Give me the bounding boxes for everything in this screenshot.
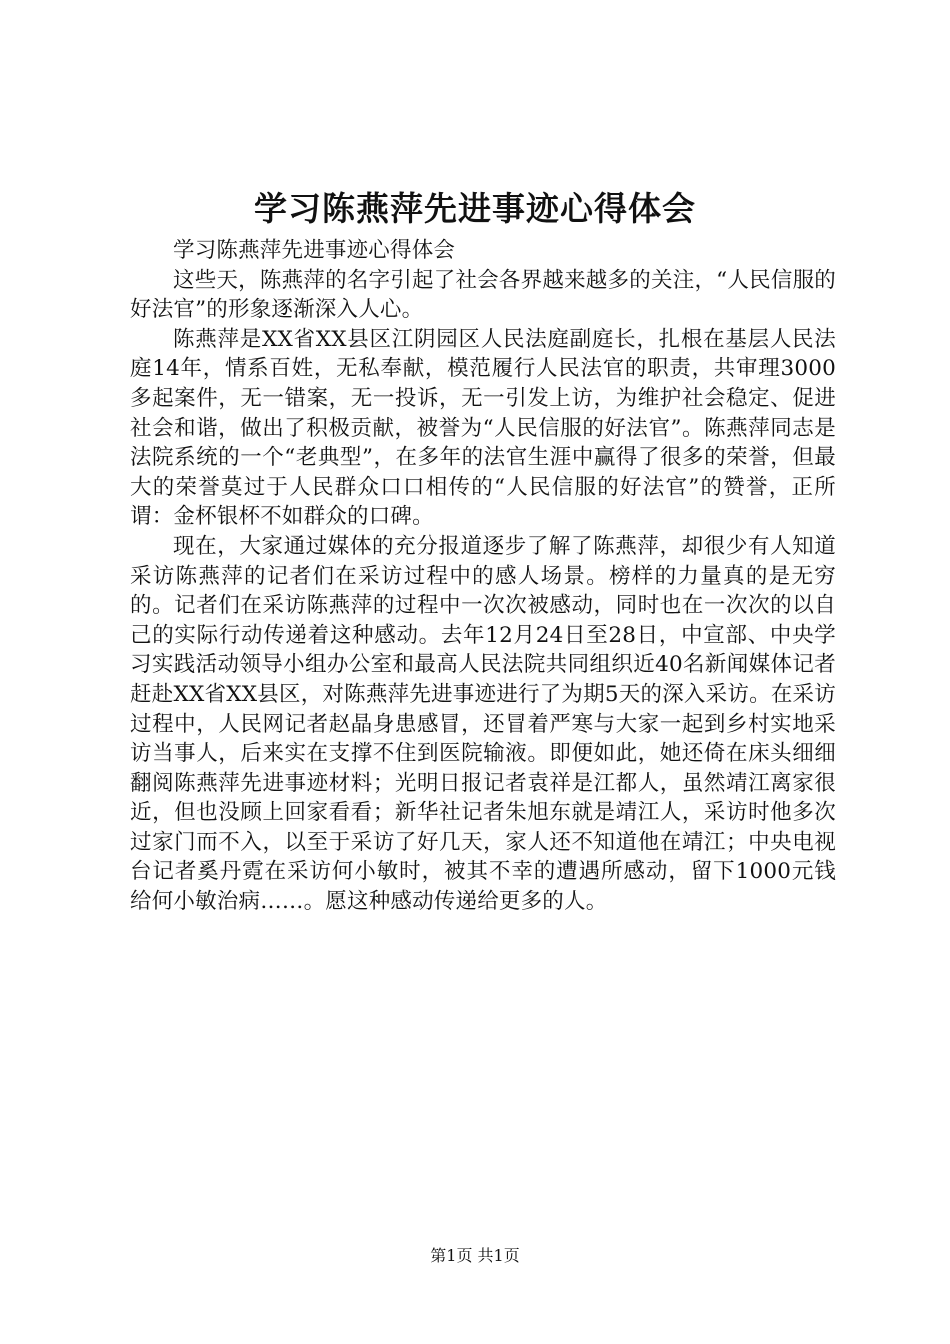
paragraph-intro: 这些天，陈燕萍的名字引起了社会各界越来越多的关注，“人民信服的好法官”的形象逐渐深入人心。: [130, 267, 836, 323]
document-body: [130, 236, 836, 917]
document-title: 学习陈燕萍先进事迹心得体会: [254, 189, 696, 228]
paragraph-reporters: 现在，大家通过媒体的充分报道逐步了解了陈燕萍，却很少有人知道采访陈燕萍的记者们在采访过程中的感人场景。榜样的力量真的是无穷的。记者们在采访陈燕萍的过程中一次次被感动，同时也在一次次的以自己的实际行动传递着这种感动。去年12月24日至28日，中宣部、中央学习实践活动领导小组办公室和最高人民法院共同组织近40名新闻媒体记者赶赴XX省XX县区，对陈燕萍先进事迹进行了为期5天的深入采访。在采访过程中，人民网记者赵晶身患感冒，还冒着严寒与大家一起到乡村实地采访当事人，后来实在支撑不住到医院输液。即便如此，她还倚在床头细细翻阅陈燕萍先进事迹材料；光明日报记者袁祥是江都人，虽然靖江离家很近，但也没顾上回家看看；新华社记者朱旭东就是靖江人，采访时他多次过家门而不入，以至于采访了好几天，家人还不知道他在靖江；中央电视台记者奚丹霓在采访何小敏时，被其不幸的遭遇所感动，留下1000元钱给何小敏治病……。愿这种感动传递给更多的人。: [130, 533, 836, 915]
paragraph-profile: 陈燕萍是XX省XX县区江阴园区人民法庭副庭长，扎根在基层人民法庭14年，情系百姓，无私奉献，模范履行人民法官的职责，共审理3000多起案件，无一错案，无一投诉，无一引发上访，为维护社会稳定、促进社会和谐，做出了积极贡献，被誉为“人民信服的好法官”。陈燕萍同志是法院系统的一个“老典型”，在多年的法官生涯中赢得了很多的荣誉，但最大的荣誉莫过于人民群众口口相传的“人民信服的好法官”的赞誉，正所谓：金杯银杯不如群众的口碑。: [130, 326, 836, 530]
paragraph-subtitle: 学习陈燕萍先进事迹心得体会: [173, 238, 456, 263]
page-footer: 第1页 共1页: [430, 1246, 520, 1265]
